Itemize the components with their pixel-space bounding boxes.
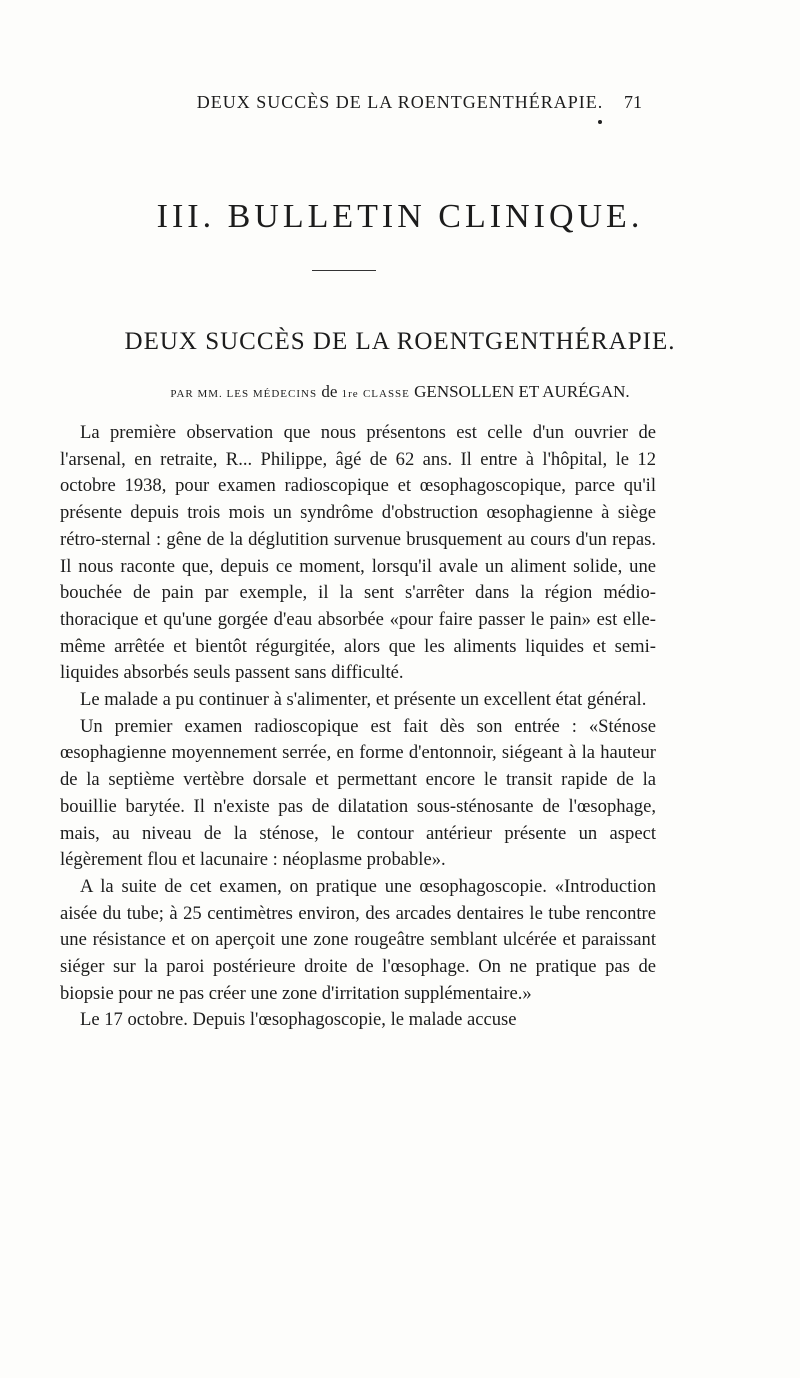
section-title: III. BULLETIN CLINIQUE.: [156, 198, 644, 235]
page-number: 71: [624, 92, 642, 112]
paragraph: A la suite de cet examen, on pratique une œsophagoscopie. «Introduction aisée du tube; à 25 centimètres environ, des arcades dentaires le tube rencontre une résistance et on aperçoit une zone rougeâtre semblant ulcérée et paraissant siéger sur la paroi postérieure droite de l'œsophage. On ne pratique pas de biopsie pour ne pas créer une zone d'irritation supplémentaire.»: [60, 875, 656, 1004]
running-head: DEUX SUCCÈS DE LA ROENTGENTHÉRAPIE.: [196, 92, 604, 112]
body-text: [60, 420, 656, 1034]
paragraph: Le malade a pu continuer à s'alimenter, et présente un excellent état général.: [80, 689, 647, 711]
byline: [0, 382, 800, 402]
byline-classe: CLASSE: [362, 388, 410, 400]
paragraph: Un premier examen radioscopique est fait dès son entrée : «Sténose œsophagienne moyennement serrée, en forme d'entonnoir, siégeant à la hauteur de la septième vertèbre dorsale et permettant encore le transit rapide de la bouillie barytée. Il n'existe pas de dilatation sous-sténosante de l'œsophage, mais, au niveau de la sténose, le contour antérieur présente un aspect légèrement flou et lacunaire : néoplasme probable».: [60, 715, 656, 871]
article-title: DEUX SUCCÈS DE LA ROENTGENTHÉRAPIE.: [124, 328, 676, 355]
ink-speck: [598, 120, 602, 124]
byline-de: de: [321, 382, 338, 401]
byline-par: PAR MM. LES MÉDECINS: [170, 388, 318, 400]
byline-rank: 1re: [341, 388, 359, 400]
paragraph: La première observation que nous présentons est celle d'un ouvrier de l'arsenal, en retraite, R... Philippe, âgé de 62 ans. Il entre à l'hôpital, le 12 octobre 1938, pour examen radioscopique et œsophagoscopique, parce qu'il présente depuis trois mois un syndrôme d'obstruction œsophagienne à siège rétro-sternal : gêne de la déglutition survenue brusquement au cours d'un repas. Il nous raconte que, depuis ce moment, lorsqu'il avale un aliment solide, une bouchée de pain par exemple, il la sent s'arrêter dans la région médio-thoracique et qu'une gorgée d'eau absorbée «pour faire passer le pain» est elle-même arrêtée et bientôt régurgitée, alors que les aliments liquides et semi-liquides absorbés seuls passent sans difficulté.: [60, 422, 656, 684]
title-rule: [312, 270, 376, 271]
byline-authors: GENSOLLEN ET AURÉGAN.: [414, 382, 630, 401]
paragraph: Le 17 octobre. Depuis l'œsophagoscopie, le malade accuse: [80, 1009, 517, 1031]
